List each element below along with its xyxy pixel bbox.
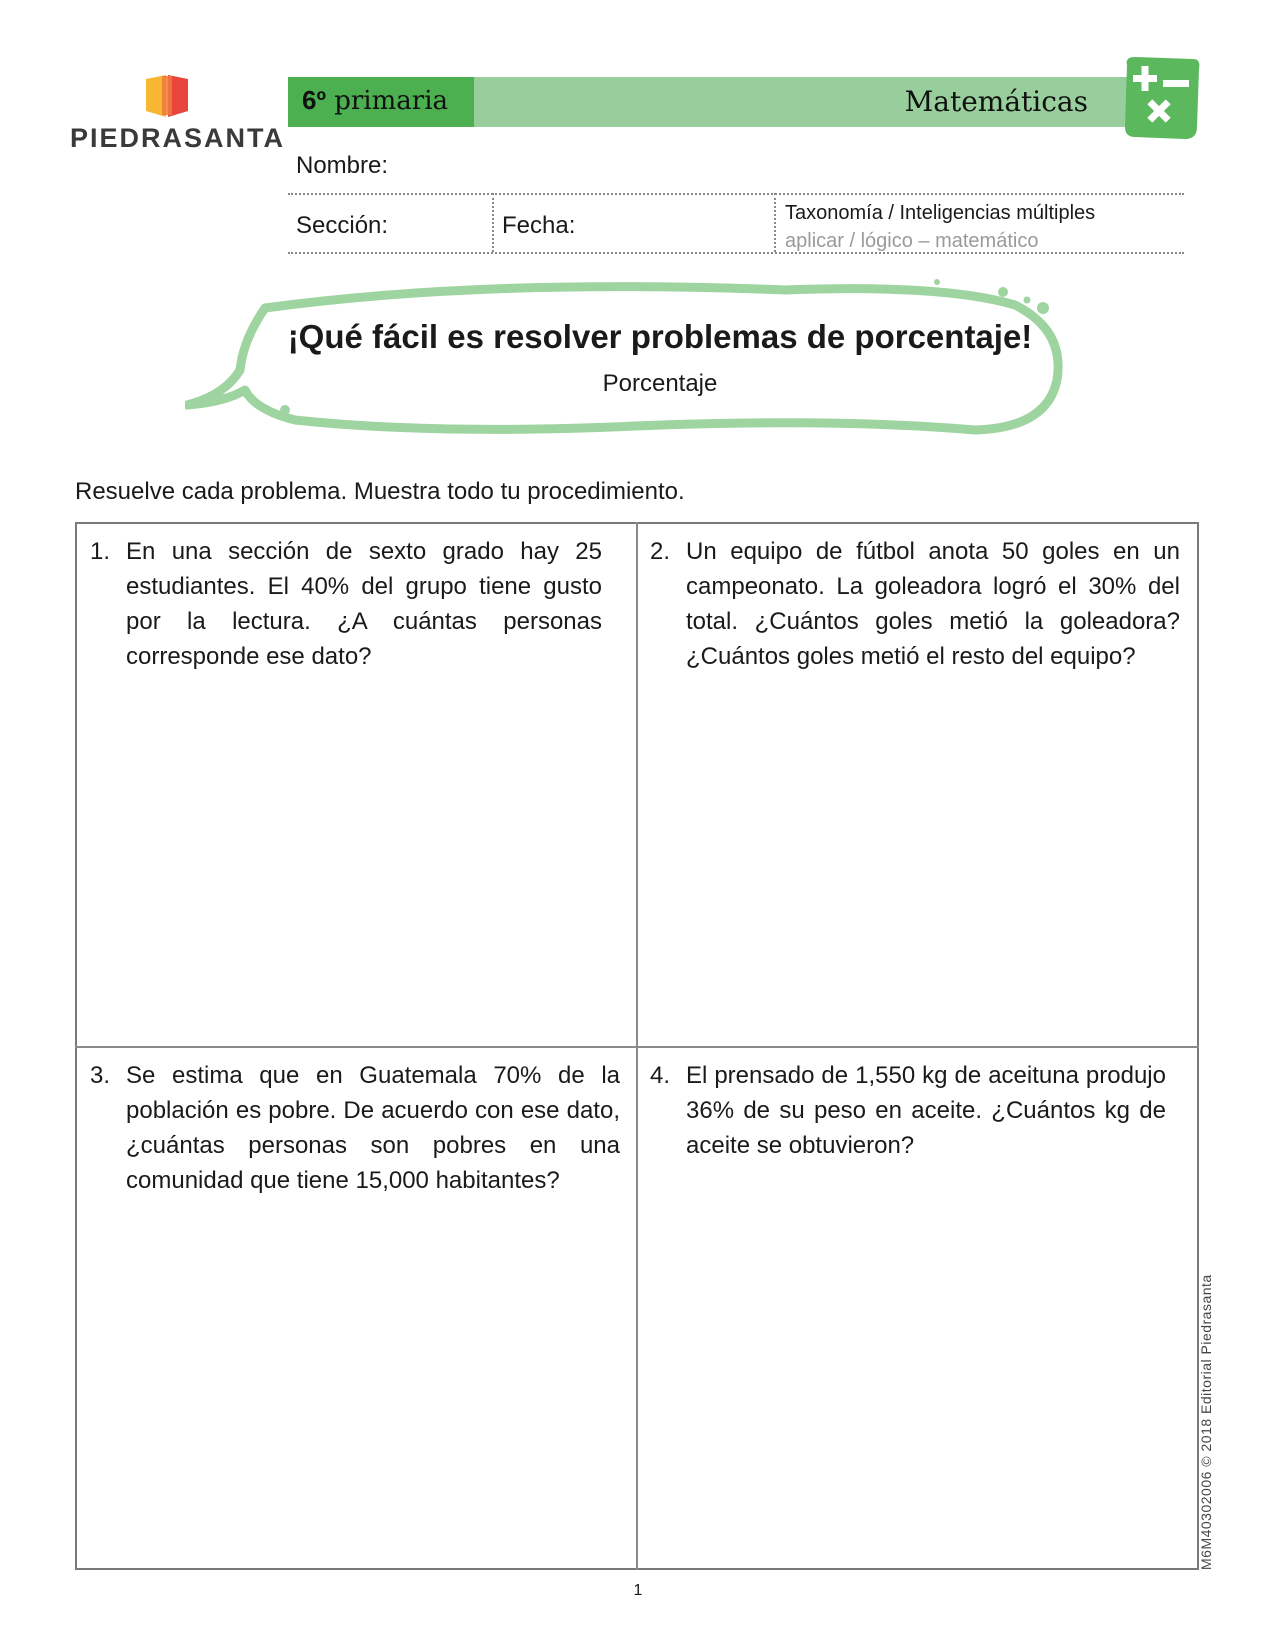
problem-1 <box>90 534 602 694</box>
subject-title: Matemáticas <box>904 85 1088 118</box>
problem-text: Se estima que en Guatemala 70% de la población es pobre. De acuerdo con ese dato, ¿cuántas personas son pobres en una comunidad que tiene 15,000 habitantes? <box>126 1062 620 1194</box>
field-divider <box>492 193 494 252</box>
math-operations-icon <box>1121 55 1201 143</box>
grade-number: 6º <box>302 85 326 115</box>
taxonomy-title: Taxonomía / Inteligencias múltiples <box>785 202 1096 224</box>
taxonomy-values: aplicar / lógico – matemático <box>785 230 1039 252</box>
section-line <box>288 252 1184 254</box>
page-subtitle: Porcentaje <box>602 370 718 397</box>
grade-label <box>302 85 448 116</box>
seccion-label: Sección: <box>296 212 389 239</box>
page-title: ¡Qué fácil es resolver problemas de porcentaje! <box>287 318 1033 355</box>
page-number: 1 <box>633 1582 643 1599</box>
problem-4 <box>650 1058 1182 1218</box>
problem-text: En una sección de sexto grado hay 25 estudiantes. El 40% del grupo tiene gusto por la lectura. ¿A cuántas personas corresponde ese dato? <box>126 538 602 670</box>
copyright-note: M6M40302006 © 2018 Editorial Piedrasanta <box>1198 1274 1214 1570</box>
problem-number: 4. <box>650 1062 671 1089</box>
problem-2 <box>650 534 1182 694</box>
title-cloud-frame <box>185 270 1095 450</box>
problem-number: 1. <box>90 538 111 565</box>
grade-level: primaria <box>334 86 449 116</box>
problem-text: Un equipo de fútbol anota 50 goles en un campeonato. La goleadora logró el 30% del total. ¿Cuántos goles metió la goleadora? ¿Cuántos goles metió el resto del equipo? <box>686 538 1180 670</box>
problem-3 <box>90 1058 620 1218</box>
field-divider <box>774 193 776 252</box>
fecha-label: Fecha: <box>502 212 576 239</box>
nombre-line <box>288 193 1184 195</box>
problem-text: El prensado de 1,550 kg de aceituna produjo 36% de su peso en aceite. ¿Cuántos kg de aceite se obtuvieron? <box>686 1062 1166 1159</box>
problem-number: 2. <box>650 538 671 565</box>
logo-text: PIEDRASANTA <box>70 123 286 153</box>
instructions: Resuelve cada problema. Muestra todo tu procedimiento. <box>75 478 685 505</box>
grid-divider-horizontal <box>75 1046 1199 1048</box>
problem-number: 3. <box>90 1062 111 1089</box>
nombre-label: Nombre: <box>296 152 389 179</box>
publisher-logo <box>60 65 286 165</box>
book-logo-icon <box>142 71 192 121</box>
